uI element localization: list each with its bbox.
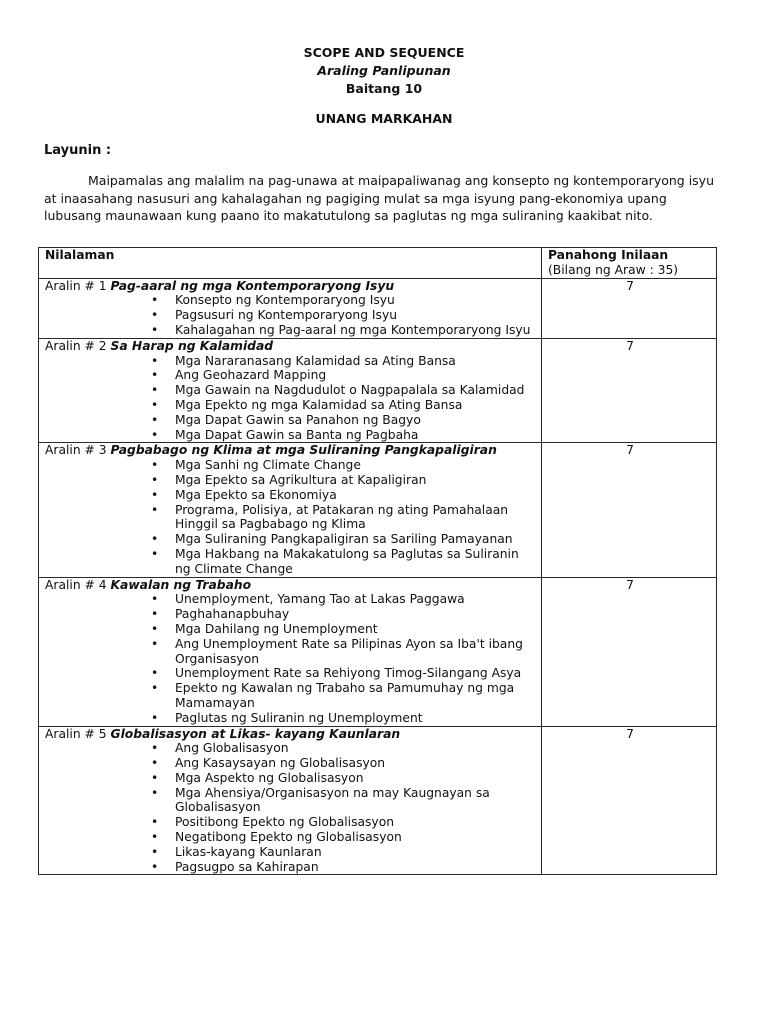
table-row: [39, 278, 717, 338]
topic-item: • Likas-kayang Kaunlaran: [163, 845, 537, 860]
topic-item: • Mga Hakbang na Makakatulong sa Paglutas sa Suliranin ng Climate Change: [163, 547, 537, 577]
topic-item: • Unemployment Rate sa Rehiyong Timog-Silangang Asya: [163, 666, 537, 681]
topic-list: [45, 592, 537, 725]
topic-item: • Ang Globalisasyon: [163, 741, 537, 756]
lesson-heading: [45, 339, 537, 354]
table-row: [39, 443, 717, 577]
days-cell: 7: [542, 338, 717, 443]
topic-item: • Mga Gawain na Nagdudulot o Nagpapalala sa Kalamidad: [163, 383, 537, 398]
table-row: [39, 726, 717, 875]
content-column-header: [39, 248, 542, 279]
topic-item: • Mga Epekto sa Agrikultura at Kapaligiran: [163, 473, 537, 488]
subject-title: Araling Panlipunan: [317, 63, 451, 78]
duration-column-header: [542, 248, 717, 279]
lesson-label: Aralin # 1: [45, 278, 107, 293]
table-header-row: [39, 248, 717, 279]
days-cell: 7: [542, 726, 717, 875]
topic-item: • Mga Epekto sa Ekonomiya: [163, 488, 537, 503]
lesson-cell: [39, 443, 542, 577]
topic-list: [45, 354, 537, 443]
lesson-heading: [45, 279, 537, 294]
lesson-cell: [39, 278, 542, 338]
topic-list: [45, 458, 537, 576]
topic-item: • Mga Sanhi ng Climate Change: [163, 458, 537, 473]
topic-item: • Mga Epekto ng mga Kalamidad sa Ating Bansa: [163, 398, 537, 413]
days-cell: 7: [542, 577, 717, 726]
lesson-label: Aralin # 2: [45, 338, 107, 353]
days-cell: 7: [542, 443, 717, 577]
lesson-cell: [39, 338, 542, 443]
objective-label: Layunin :: [44, 143, 112, 158]
lesson-heading: [45, 727, 537, 742]
topic-item: • Mga Dahilang ng Unemployment: [163, 622, 537, 637]
document-header: [0, 44, 768, 98]
topic-item: • Mga Dapat Gawin sa Banta ng Pagbaha: [163, 428, 537, 443]
table-row: [39, 338, 717, 443]
lesson-label: Aralin # 3: [45, 443, 107, 458]
scope-table: [38, 247, 717, 875]
topic-item: • Paghahanapbuhay: [163, 607, 537, 622]
topic-item: • Kahalagahan ng Pag-aaral ng mga Kontemporaryong Isyu: [163, 323, 537, 338]
table-body: [39, 278, 717, 875]
duration-header-label: Panahong Inilaan: [548, 248, 669, 262]
lesson-heading: [45, 578, 537, 593]
table-row: [39, 577, 717, 726]
lesson-heading: [45, 443, 537, 458]
lesson-title: Pag-aaral ng mga Kontemporaryong Isyu: [110, 278, 395, 293]
days-cell: 7: [542, 278, 717, 338]
topic-item: • Unemployment, Yamang Tao at Lakas Paggawa: [163, 592, 537, 607]
topic-item: • Ang Unemployment Rate sa Pilipinas Ayon sa Iba't ibang Organisasyon: [163, 637, 537, 667]
topic-item: • Ang Kasaysayan ng Globalisasyon: [163, 756, 537, 771]
topic-item: • Konsepto ng Kontemporaryong Isyu: [163, 293, 537, 308]
duration-header-sub: (Bilang ng Araw : 35): [548, 262, 679, 277]
content-header-label: Nilalaman: [45, 248, 115, 262]
topic-item: • Mga Ahensiya/Organisasyon na may Kaugnayan sa Globalisasyon: [163, 786, 537, 816]
lesson-title: Pagbabago ng Klima at mga Suliraning Pangkapaligiran: [110, 443, 497, 458]
topic-item: • Pagsugpo sa Kahirapan: [163, 860, 537, 875]
lesson-label: Aralin # 5: [45, 726, 107, 741]
grade-level: Baitang 10: [345, 81, 423, 96]
lesson-cell: [39, 726, 542, 875]
lesson-label: Aralin # 4: [45, 577, 107, 592]
document-title: SCOPE AND SEQUENCE: [303, 45, 465, 60]
topic-item: • Negatibong Epekto ng Globalisasyon: [163, 830, 537, 845]
topic-item: • Paglutas ng Suliranin ng Unemployment: [163, 711, 537, 726]
lesson-title: Globalisasyon at Likas- kayang Kaunlaran: [110, 726, 401, 741]
topic-item: • Mga Suliraning Pangkapaligiran sa Sariling Pamayanan: [163, 532, 537, 547]
lesson-title: Sa Harap ng Kalamidad: [110, 338, 274, 353]
topic-item: • Mga Dapat Gawin sa Panahon ng Bagyo: [163, 413, 537, 428]
topic-item: • Positibong Epekto ng Globalisasyon: [163, 815, 537, 830]
topic-item: • Ang Geohazard Mapping: [163, 368, 537, 383]
quarter-heading: UNANG MARKAHAN: [315, 111, 453, 126]
topic-item: • Epekto ng Kawalan ng Trabaho sa Pamumuhay ng mga Mamamayan: [163, 681, 537, 711]
topic-item: • Mga Aspekto ng Globalisasyon: [163, 771, 537, 786]
objective-text: Maipamalas ang malalim na pag-unawa at maipapaliwanag ang konsepto ng kontemporaryong isyu at inaasahang nasusuri ang kahalagahan ng pagiging mulat sa mga isyung pang-ekonomiya upang lubusang maunawaan kung paano ito makatutulong sa paglutas ng mga suliraning kaakibat nito.: [44, 173, 715, 224]
lesson-cell: [39, 577, 542, 726]
topic-item: • Mga Nararanasang Kalamidad sa Ating Bansa: [163, 354, 537, 369]
topic-item: • Programa, Polisiya, at Patakaran ng ating Pamahalaan Hinggil sa Pagbabago ng Klima: [163, 503, 537, 533]
topic-list: [45, 293, 537, 337]
topic-list: [45, 741, 537, 874]
lesson-title: Kawalan ng Trabaho: [110, 577, 252, 592]
topic-item: • Pagsusuri ng Kontemporaryong Isyu: [163, 308, 537, 323]
